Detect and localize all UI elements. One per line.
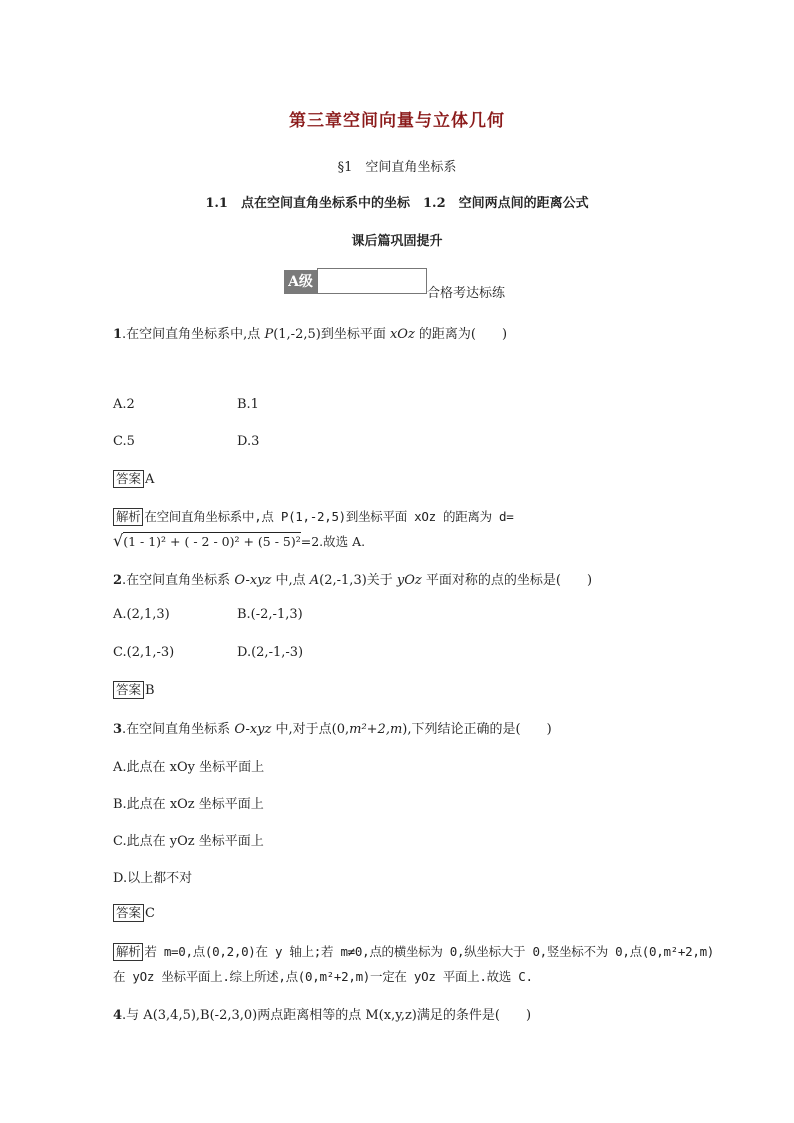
q1-option-b: B.1 <box>237 397 259 412</box>
q3-answer: 答案 C <box>113 904 155 922</box>
level-label: 合格考达标练 <box>427 286 506 301</box>
level-badge: A级 <box>284 270 317 294</box>
q3-option-b: B.此点在 xOz 坐标平面上 <box>113 797 264 812</box>
q1-option-c: C.5 <box>113 434 135 449</box>
q2-option-c: C.(2,1,-3) <box>113 645 175 660</box>
q3-option-c: C.此点在 yOz 坐标平面上 <box>113 834 264 849</box>
question-4: 4.与 A(3,4,5),B(-2,3,0)两点距离相等的点 M(x,y,z)满足的条件是( ) <box>113 1008 532 1023</box>
q3-option-a: A.此点在 xOy 坐标平面上 <box>113 760 265 775</box>
subsection-1: 1.1 点在空间直角坐标系中的坐标 <box>205 196 410 211</box>
q2-option-a: A.(2,1,3) <box>113 607 170 622</box>
chapter-title: 第三章空间向量与立体几何 <box>289 111 505 131</box>
q1-distance-formula: √(1 - 1)² + ( - 2 - 0)² + (5 - 5)²=2.故选 A. <box>113 531 366 550</box>
q1-option-a: A.2 <box>113 397 135 412</box>
q1-analysis: 解析 在空间直角坐标系中,点 P(1,-2,5)到坐标平面 xOz 的距离为 d= <box>113 507 514 526</box>
q1-answer: 答案 A <box>113 470 154 488</box>
answer-tag: 答案 <box>113 470 144 488</box>
q2-option-b: B.(-2,-1,3) <box>237 607 303 622</box>
q1-option-d: D.3 <box>237 434 260 449</box>
q2-answer: 答案 B <box>113 681 155 699</box>
question-1: 1.在空间直角坐标系中,点 P(1,-2,5)到坐标平面 xOz 的距离为( ) <box>113 327 508 342</box>
analysis-tag: 解析 <box>113 508 143 526</box>
question-3: 3.在空间直角坐标系 O-xyz 中,对于点(0,m²+2,m),下列结论正确的是( ) <box>113 722 552 737</box>
subsection-titles <box>0 192 794 211</box>
subsection-2: 1.2 空间两点间的距离公式 <box>423 196 589 211</box>
q3-option-d: D.以上都不对 <box>113 871 193 886</box>
q3-analysis-line1: 解析 若 m=0,点(0,2,0)在 y 轴上;若 m≠0,点的横坐标为 0,纵坐标大于 0,竖坐标不为 0,点(0,m²+2,m) <box>113 942 714 961</box>
q2-option-d: D.(2,-1,-3) <box>237 645 304 660</box>
level-input-box <box>317 268 427 294</box>
q3-analysis-line2: 在 yOz 坐标平面上.综上所述,点(0,m²+2,m)一定在 yOz 平面上.故选 C. <box>113 969 533 984</box>
section-title: §1 空间直角坐标系 <box>337 160 457 175</box>
practice-title: 课后篇巩固提升 <box>351 234 443 249</box>
question-2: 2.在空间直角坐标系 O-xyz 中,点 A(2,-1,3)关于 yOz 平面对称的点的坐标是( ) <box>113 573 593 588</box>
